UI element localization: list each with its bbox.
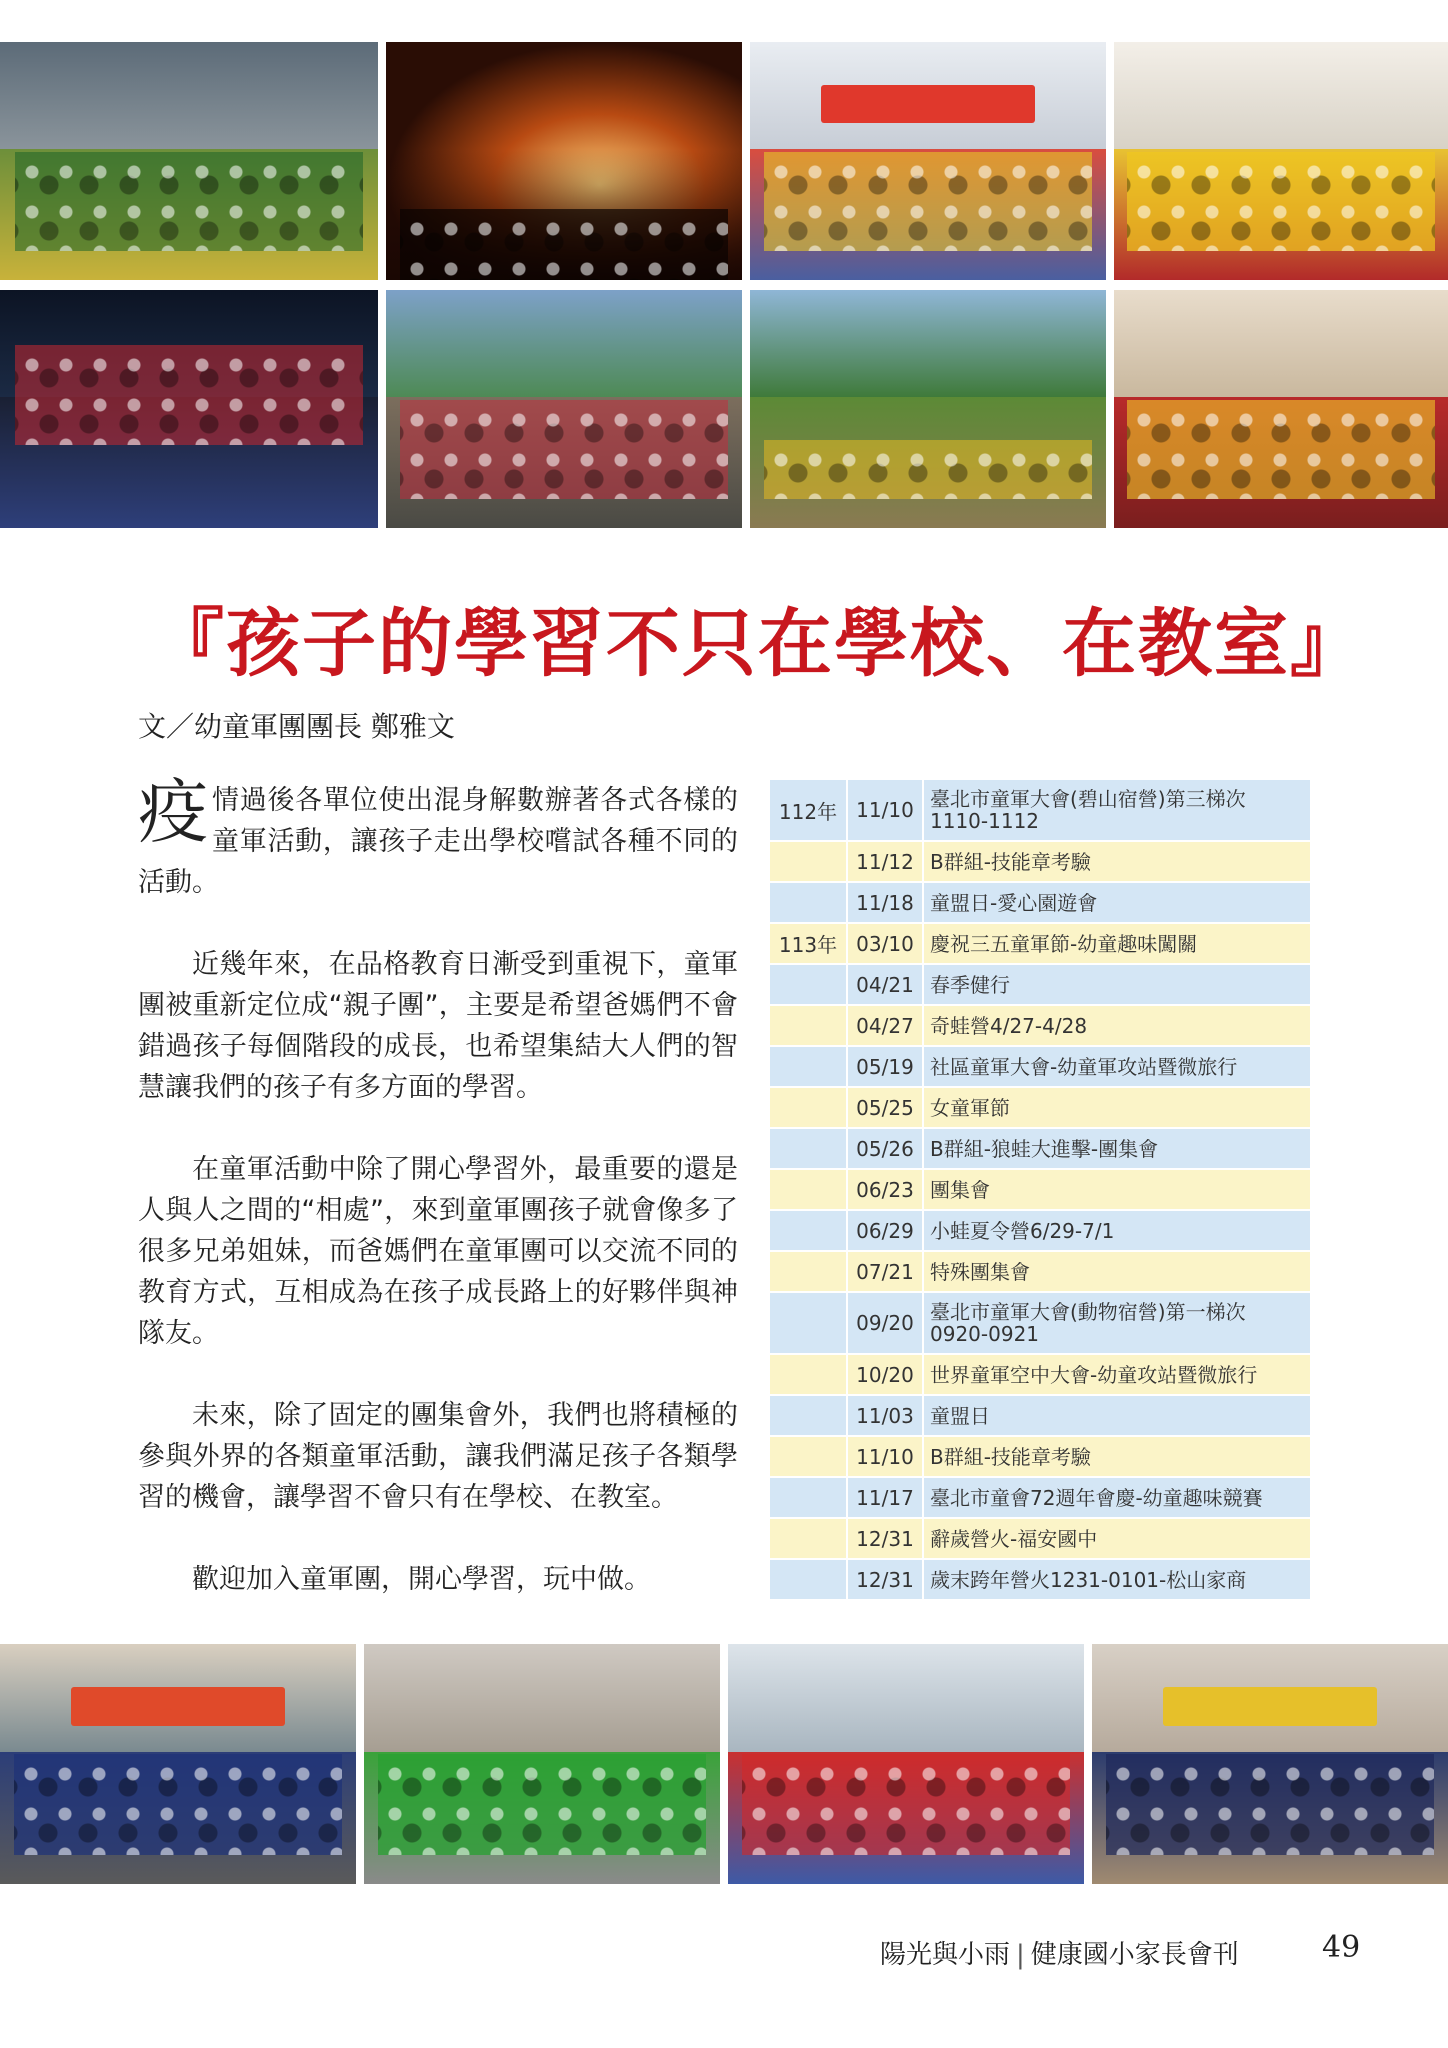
schedule-row [770, 842, 1310, 881]
schedule-year [770, 1088, 848, 1127]
schedule-event-line: 辭歲營火-福安國中 [930, 1526, 1098, 1551]
photo-group-yellow [1114, 42, 1448, 280]
schedule-year [770, 965, 848, 1004]
photo-girl-scouts-green [364, 1644, 720, 1884]
schedule-year [770, 1519, 848, 1558]
drop-cap: 疫 [138, 771, 208, 853]
photo-park-gathering [386, 290, 742, 528]
schedule-date: 04/27 [848, 1006, 924, 1045]
paragraph-4: 未來，除了固定的團集會外，我們也將積極的參與外界的各類童軍活動，讓我們滿足孩子各類學習的機會，讓學習不會只有在學校、在教室。 [138, 1400, 738, 1513]
schedule-event-line: B群組-技能章考驗 [930, 849, 1091, 874]
schedule-event [924, 842, 1310, 881]
schedule-event-line: 女童軍節 [930, 1095, 1010, 1120]
schedule-row [770, 883, 1310, 922]
photo-auditorium [1114, 290, 1448, 528]
schedule-event-line: 歲末跨年營火1231-0101-松山家商 [930, 1567, 1247, 1592]
schedule-event [924, 1088, 1310, 1127]
schedule-year [770, 1047, 848, 1086]
schedule-row [770, 1211, 1310, 1250]
publication-name: 陽光與小雨 [880, 1940, 1011, 1970]
schedule-date: 05/19 [848, 1047, 924, 1086]
schedule-event-line: 臺北市童軍大會(碧山宿營)第三梯次 [930, 787, 1246, 811]
schedule-event-line: 社區童軍大會-幼童軍攻站暨微旅行 [930, 1054, 1238, 1079]
organization-name: 健康國小家長會刊 [1030, 1940, 1239, 1970]
schedule-row [770, 1355, 1310, 1394]
schedule-year: 112年 [770, 780, 848, 840]
schedule-row [770, 780, 1310, 840]
schedule-row [770, 1519, 1310, 1558]
schedule-row [770, 1170, 1310, 1209]
schedule-year: 113年 [770, 924, 848, 963]
schedule-year [770, 1355, 848, 1394]
schedule-event-line-2: 1110-1112 [930, 809, 1040, 833]
schedule-year [770, 1293, 848, 1353]
schedule-date: 12/31 [848, 1560, 924, 1599]
photo-night-lights [0, 290, 378, 528]
schedule-event [924, 1396, 1310, 1435]
schedule-year [770, 1252, 848, 1291]
schedule-year [770, 1396, 848, 1435]
schedule-date: 11/17 [848, 1478, 924, 1517]
paragraph-1: 疫情過後各單位使出混身解數辦著各式各樣的童軍活動，讓孩子走出學校嚐試各種不同的活動。 [138, 771, 738, 898]
schedule-date: 12/31 [848, 1519, 924, 1558]
schedule-row [770, 1088, 1310, 1127]
schedule-event-line: B群組-技能章考驗 [930, 1444, 1091, 1469]
paragraph-5: 歡迎加入童軍團，開心學習，玩中做。 [192, 1564, 651, 1595]
schedule-year [770, 883, 848, 922]
footer-separator: | [1016, 1940, 1025, 1970]
schedule-event [924, 1006, 1310, 1045]
schedule-event-line: 春季健行 [930, 972, 1010, 997]
article-byline: 文／幼童軍團團長 鄭雅文 [138, 710, 455, 743]
photo-cub-scouts-award [0, 1644, 356, 1884]
schedule-year [770, 842, 848, 881]
schedule-event-line: 團集會 [930, 1177, 990, 1202]
schedule-date: 11/03 [848, 1396, 924, 1435]
schedule-date: 03/10 [848, 924, 924, 963]
schedule-row [770, 1006, 1310, 1045]
schedule-event [924, 780, 1310, 840]
schedule-event-line: 童盟日-愛心園遊會 [930, 890, 1098, 915]
article-body [138, 771, 738, 1641]
schedule-date: 11/10 [848, 1437, 924, 1476]
paragraph-2: 近幾年來，在品格教育日漸受到重視下，童軍團被重新定位成“親子團”，主要是希望爸媽們不會錯過孩子每個階段的成長，也希望集結大人們的智慧讓我們的孩子有多方面的學習。 [138, 949, 738, 1103]
schedule-event [924, 1437, 1310, 1476]
schedule-event-line-2: 0920-0921 [930, 1322, 1040, 1346]
schedule-row [770, 1560, 1310, 1599]
schedule-event [924, 1047, 1310, 1086]
schedule-event-line: 慶祝三五童軍節-幼童趣味闖關 [930, 931, 1198, 956]
schedule-event-line: B群組-狼蛙大進擊-團集會 [930, 1136, 1159, 1161]
schedule-event [924, 1129, 1310, 1168]
schedule-row [770, 1437, 1310, 1476]
schedule-date: 06/23 [848, 1170, 924, 1209]
photo-stage-flags [750, 42, 1106, 280]
schedule-date: 04/21 [848, 965, 924, 1004]
schedule-date: 11/18 [848, 883, 924, 922]
schedule-date: 10/20 [848, 1355, 924, 1394]
schedule-row [770, 965, 1310, 1004]
schedule-event [924, 1355, 1310, 1394]
schedule-year [770, 1478, 848, 1517]
schedule-row [770, 1293, 1310, 1353]
schedule-event-line: 童盟日 [930, 1403, 990, 1428]
schedule-event-line: 世界童軍空中大會-幼童攻站暨微旅行 [930, 1362, 1258, 1387]
photo-scouts-street [0, 42, 378, 280]
schedule-year [770, 1006, 848, 1045]
paragraph-3: 在童軍活動中除了開心學習外，最重要的還是人與人之間的“相處”，來到童軍團孩子就會像多了很多兄弟姐妹，而爸媽們在童軍團可以交流不同的教育方式，互相成為在孩子成長路上的好夥伴與神隊友。 [138, 1154, 738, 1349]
schedule-event-line: 臺北市童軍大會(動物宿營)第一梯次 [930, 1300, 1246, 1324]
schedule-row [770, 1478, 1310, 1517]
schedule-row [770, 924, 1310, 963]
schedule-event [924, 1293, 1310, 1353]
schedule-event [924, 1170, 1310, 1209]
photo-celebration-hall [1092, 1644, 1448, 1884]
article-title: 『孩子的學習不只在學校、在教室』 [150, 601, 1366, 687]
schedule-event [924, 1560, 1310, 1599]
schedule-year [770, 1129, 848, 1168]
schedule-table [770, 778, 1310, 1601]
schedule-date: 06/29 [848, 1211, 924, 1250]
schedule-event-line: 特殊團集會 [930, 1259, 1030, 1284]
schedule-date: 07/21 [848, 1252, 924, 1291]
photo-tree-climbing [750, 290, 1106, 528]
schedule-year [770, 1437, 848, 1476]
photo-campus-group [728, 1644, 1084, 1884]
schedule-event [924, 1478, 1310, 1517]
schedule-row [770, 1047, 1310, 1086]
schedule-date: 05/25 [848, 1088, 924, 1127]
schedule-row [770, 1252, 1310, 1291]
schedule-event [924, 924, 1310, 963]
schedule-event-line: 臺北市童會72週年會慶-幼童趣味競賽 [930, 1485, 1263, 1510]
schedule-date: 05/26 [848, 1129, 924, 1168]
schedule-date: 11/10 [848, 780, 924, 840]
schedule-event [924, 1252, 1310, 1291]
schedule-event [924, 883, 1310, 922]
page-footer [880, 1934, 1239, 1971]
schedule-event-line: 小蛙夏令營6/29-7/1 [930, 1218, 1115, 1243]
schedule-event [924, 965, 1310, 1004]
schedule-year [770, 1211, 848, 1250]
schedule-row [770, 1129, 1310, 1168]
schedule-year [770, 1170, 848, 1209]
schedule-date: 09/20 [848, 1293, 924, 1353]
schedule-event [924, 1211, 1310, 1250]
page-number: 49 [1322, 1930, 1361, 1965]
schedule-date: 11/12 [848, 842, 924, 881]
schedule-row [770, 1396, 1310, 1435]
schedule-event-line: 奇蛙營4/27-4/28 [930, 1013, 1088, 1038]
schedule-event [924, 1519, 1310, 1558]
schedule-year [770, 1560, 848, 1599]
photo-campfire [386, 42, 742, 280]
